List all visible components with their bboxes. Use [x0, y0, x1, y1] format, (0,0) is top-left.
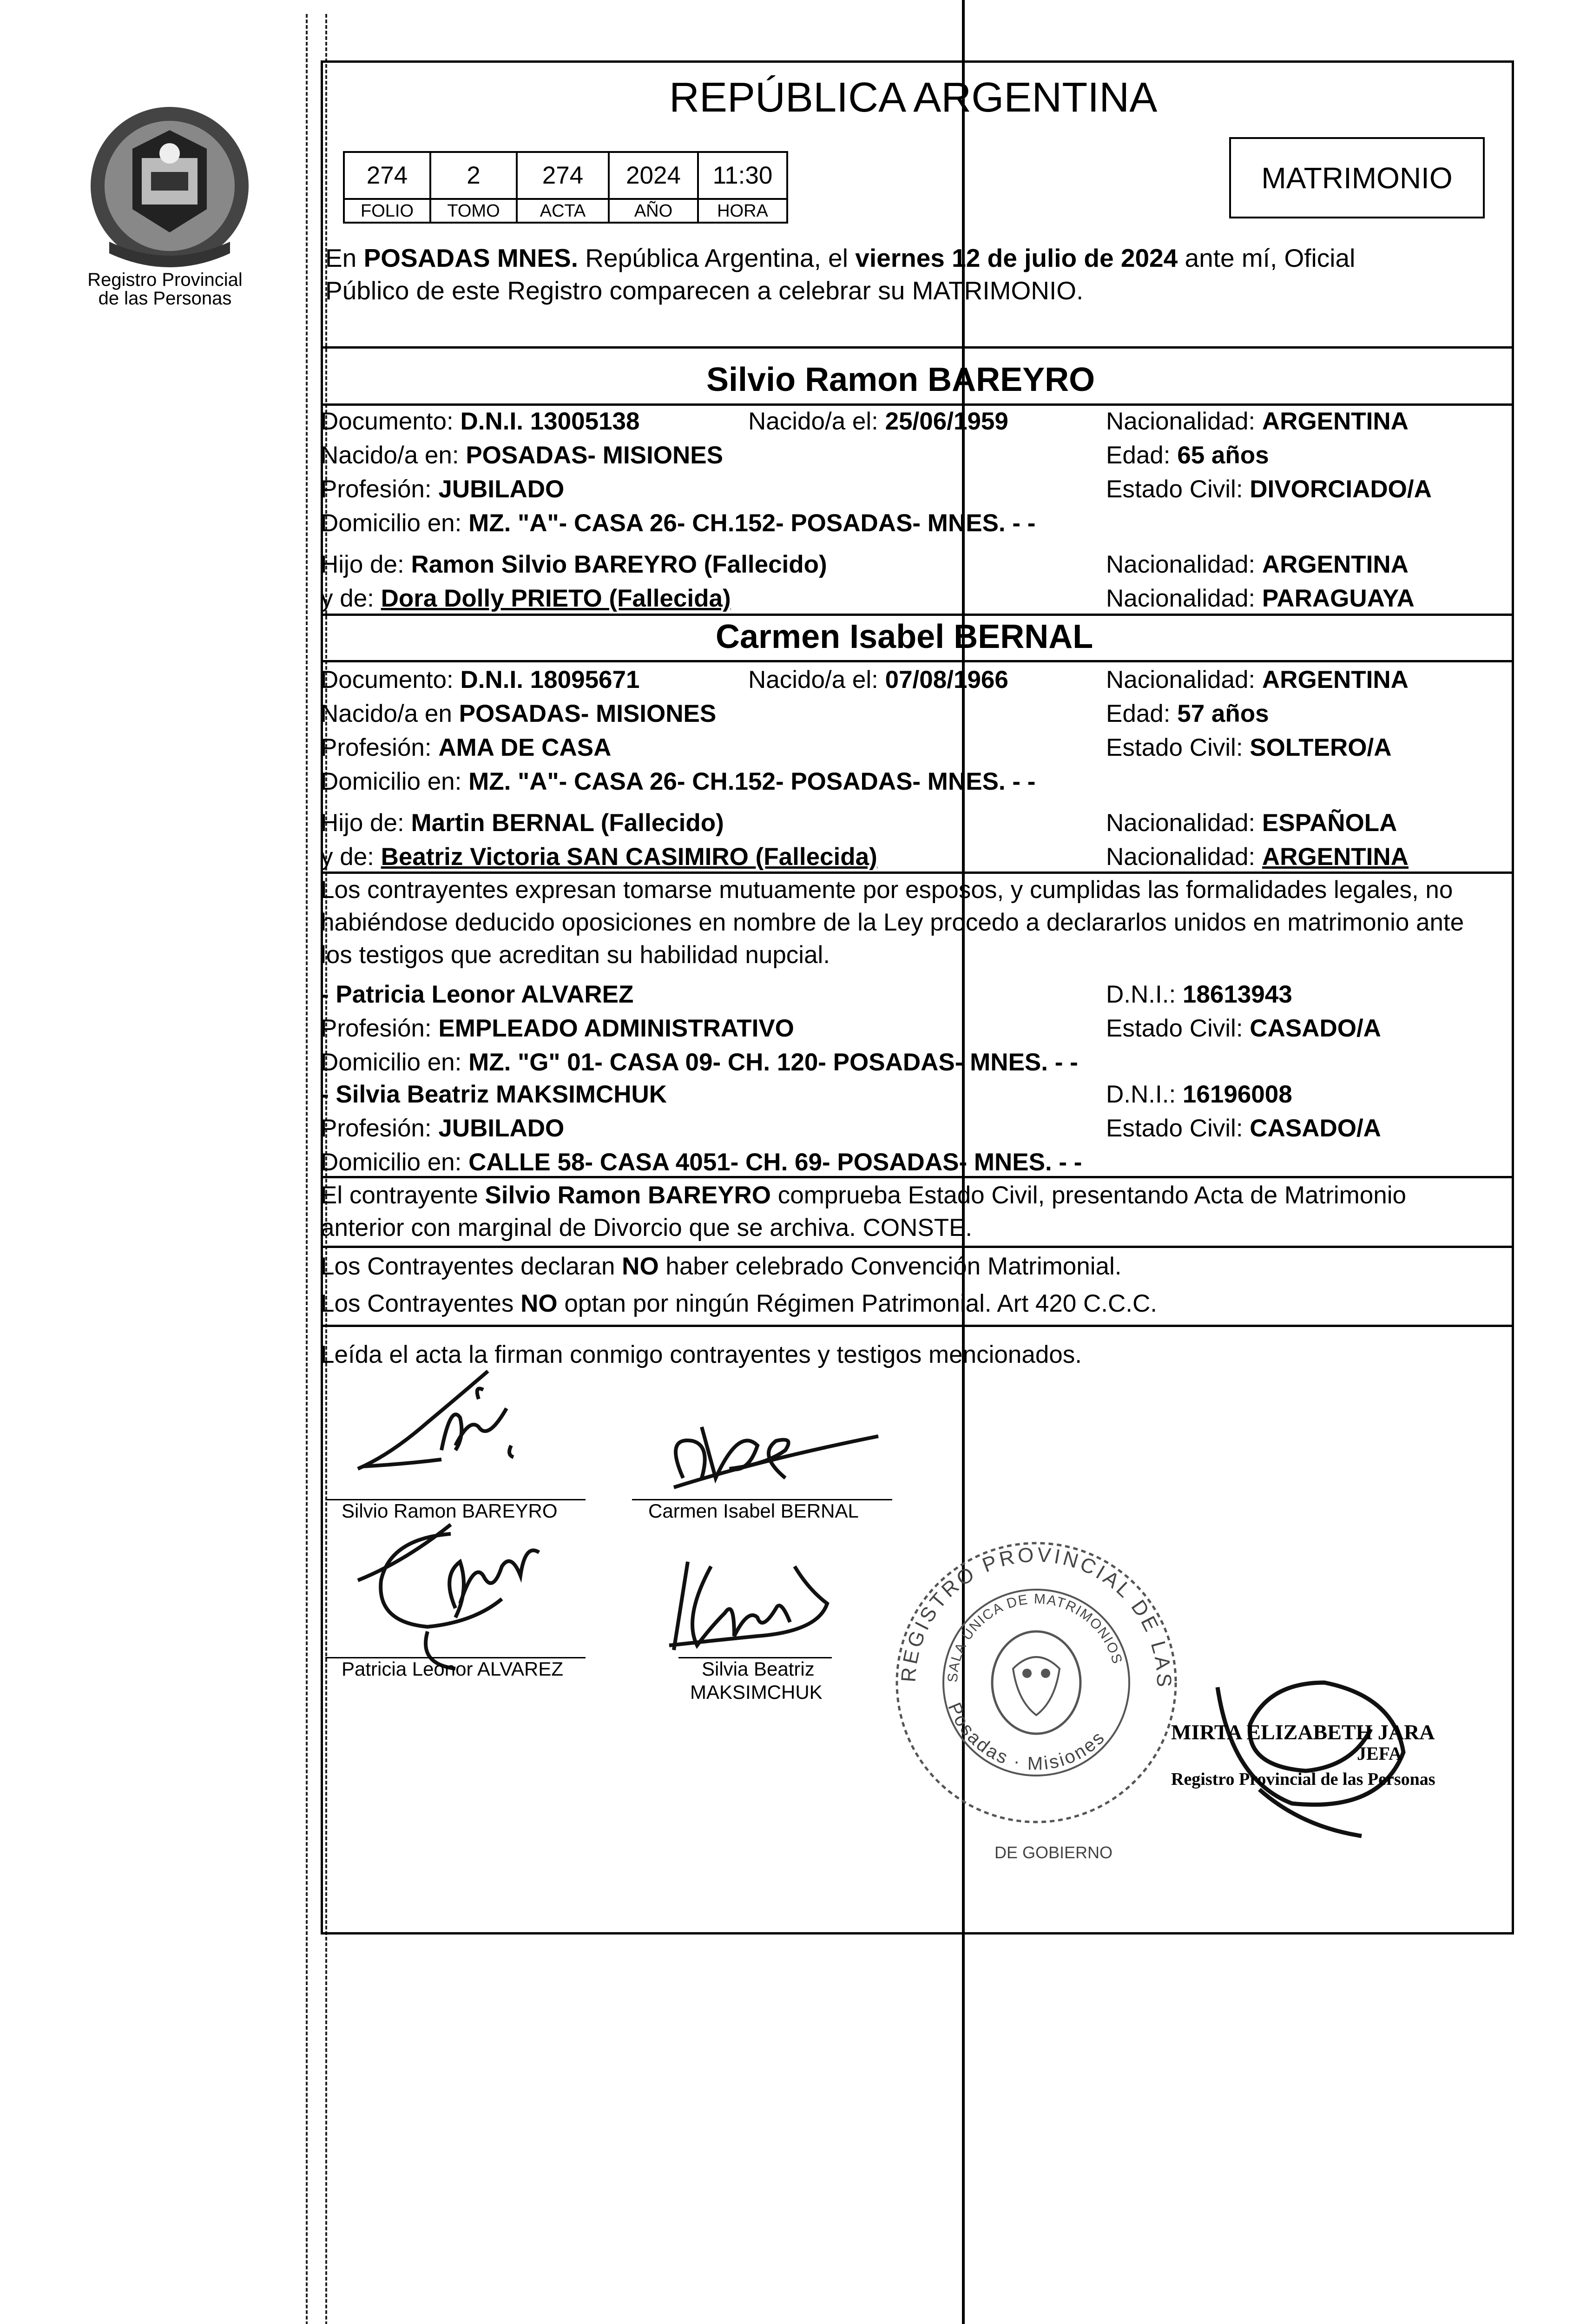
- witness1-dni: D.N.I.: 18613943: [1106, 981, 1292, 1008]
- groom-father-nationality: Nacionalidad: ARGENTINA: [1106, 551, 1409, 578]
- witness2-signature: [641, 1552, 850, 1659]
- stamp-city: Posadas · Misiones: [944, 1699, 1110, 1774]
- anio-label: AÑO: [608, 198, 699, 224]
- declaration-line1: Los contrayentes expresan tomarse mutuamente por esposos, y cumplidas las formalidades legales, no: [321, 876, 1453, 904]
- bride-mother: y de: Beatriz Victoria SAN CASIMIRO (Fallecida): [321, 843, 877, 871]
- stamp-outer-text: REGISTRO PROVINCIAL DE LAS: [897, 1543, 1176, 1690]
- witness1-profession: Profesión: EMPLEADO ADMINISTRATIVO: [321, 1015, 794, 1042]
- bride-document: Documento: D.N.I. 18095671: [321, 666, 640, 693]
- civil-proof-line1: El contrayente Silvio Ramon BAREYRO comprueba Estado Civil, presentando Acta de Matrimonio: [321, 1182, 1406, 1209]
- witness2-profession: Profesión: JUBILADO: [321, 1115, 565, 1142]
- witness1-signature: [335, 1515, 595, 1673]
- anio-value: 2024: [608, 151, 699, 200]
- intro-line2: Público de este Registro comparecen a celebrar su MATRIMONIO.: [325, 276, 1084, 305]
- groom-civil-status: Estado Civil: DIVORCIADO/A: [1106, 475, 1432, 503]
- bride-civil-status: Estado Civil: SOLTERO/A: [1106, 734, 1392, 761]
- stamp-inner-text: SALA ÚNICA DE MATRIMONIOS: [945, 1591, 1126, 1683]
- intro-text: En: [325, 244, 364, 272]
- bride-father: Hijo de: Martin BERNAL (Fallecido): [321, 809, 724, 837]
- hora-label: HORA: [697, 198, 788, 224]
- witness2-signature-caption-2: MAKSIMCHUK: [690, 1681, 823, 1703]
- groom-age: Edad: 65 años: [1106, 442, 1269, 469]
- groom-document: Documento: D.N.I. 13005138: [321, 408, 640, 435]
- groom-address: Domicilio en: MZ. "A"- CASA 26- CH.152- POSADAS- MNES. - -: [321, 509, 1036, 537]
- declaration-line3: los testigos que acreditan su habilidad nupcial.: [321, 941, 830, 969]
- stamp-bottom-text: DE GOBIERNO: [994, 1843, 1113, 1862]
- section-divider: [321, 660, 1514, 662]
- bride-father-nationality: Nacionalidad: ESPAÑOLA: [1106, 809, 1397, 837]
- groom-nationality: Nacionalidad: ARGENTINA: [1106, 408, 1409, 435]
- witness1-name: - Patricia Leonor ALVAREZ: [321, 981, 634, 1008]
- intro-city: POSADAS MNES.: [363, 244, 579, 272]
- groom-mother: y de: Dora Dolly PRIETO (Fallecida): [321, 585, 731, 612]
- logo-caption-line2: de las Personas: [98, 288, 232, 309]
- tomo-value: 2: [429, 151, 518, 200]
- bride-age: Edad: 57 años: [1106, 700, 1269, 727]
- closing-text: Leída el acta la firman conmigo contrayentes y testigos mencionados.: [321, 1341, 1082, 1368]
- acta-value: 274: [516, 151, 610, 200]
- doc-type-box: MATRIMONIO: [1229, 137, 1485, 218]
- section-divider: [321, 346, 1514, 349]
- logo-caption-line1: Registro Provincial: [87, 270, 243, 290]
- groom-father: Hijo de: Ramon Silvio BAREYRO (Fallecido): [321, 551, 827, 578]
- groom-profession: Profesión: JUBILADO: [321, 475, 565, 503]
- civil-proof-line2: anterior con marginal de Divorcio que se archiva. CONSTE.: [321, 1214, 973, 1241]
- officer-organization: Registro Provincial de las Personas: [1171, 1769, 1435, 1789]
- witness2-dni: D.N.I.: 16196008: [1106, 1081, 1292, 1108]
- officer-name: MIRTA ELIZABETH JARA: [1171, 1720, 1435, 1744]
- country-title: REPÚBLICA ARGENTINA: [669, 74, 1158, 121]
- official-round-stamp: [883, 1529, 1190, 1836]
- section-divider: [321, 1325, 1514, 1327]
- groom-birthdate: Nacido/a el: 25/06/1959: [748, 408, 1008, 435]
- officer-title: JEFA: [1357, 1743, 1402, 1764]
- witness2-name: - Silvia Beatriz MAKSIMCHUK: [321, 1081, 667, 1108]
- witness2-civil-status: Estado Civil: CASADO/A: [1106, 1115, 1381, 1142]
- bride-birthplace: Nacido/a en POSADAS- MISIONES: [321, 700, 717, 727]
- registry-logo: [81, 93, 258, 288]
- intro-line1: [325, 242, 1355, 274]
- bride-signature: [646, 1408, 892, 1501]
- bride-nationality: Nacionalidad: ARGENTINA: [1106, 666, 1409, 693]
- witness1-signature-caption: Patricia Leonor ALVAREZ: [342, 1658, 564, 1680]
- convention-note1: Los Contrayentes declaran NO haber celebrado Convención Matrimonial.: [321, 1253, 1122, 1280]
- witness2-signature-caption-1: Silvia Beatriz: [702, 1658, 815, 1680]
- bride-name: Carmen Isabel BERNAL: [716, 618, 1093, 655]
- bride-mother-nationality: Nacionalidad: ARGENTINA: [1106, 843, 1409, 871]
- intro-text: ante mí, Oficial: [1178, 244, 1356, 272]
- tomo-label: TOMO: [429, 198, 518, 224]
- convention-note2: Los Contrayentes NO optan por ningún Régimen Patrimonial. Art 420 C.C.C.: [321, 1290, 1157, 1317]
- bride-birthdate: Nacido/a el: 07/08/1966: [748, 666, 1008, 693]
- intro-text: República Argentina, el: [578, 244, 856, 272]
- hora-value: 11:30: [697, 151, 788, 200]
- witness1-civil-status: Estado Civil: CASADO/A: [1106, 1015, 1381, 1042]
- section-divider: [321, 1246, 1514, 1248]
- bride-profession: Profesión: AMA DE CASA: [321, 734, 612, 761]
- groom-birthplace: Nacido/a en: POSADAS- MISIONES: [321, 442, 723, 469]
- svg-text:SALA ÚNICA DE MATRIMONIOS: [945, 1591, 1125, 1683]
- bride-signature-caption: Carmen Isabel BERNAL: [648, 1500, 859, 1522]
- intro-date: viernes 12 de julio de 2024: [855, 244, 1178, 272]
- bride-address: Domicilio en: MZ. "A"- CASA 26- CH.152- POSADAS- MNES. - -: [321, 768, 1036, 795]
- groom-mother-nationality: Nacionalidad: PARAGUAYA: [1106, 585, 1415, 612]
- declaration-line2: habiéndose deducido oposiciones en nombre de la Ley procedo a declararlos unidos en matrimonio ante: [321, 909, 1464, 936]
- margin-dash-line: [306, 14, 308, 2324]
- folio-value: 274: [343, 151, 431, 200]
- form-top-line: [321, 60, 1514, 63]
- svg-text:REGISTRO PROVINCIAL DE LAS PER: [883, 1529, 1175, 1690]
- acta-label: ACTA: [516, 198, 610, 224]
- groom-name: Silvio Ramon BAREYRO: [706, 361, 1095, 398]
- groom-signature: [335, 1362, 553, 1506]
- section-divider: [321, 1176, 1514, 1178]
- witness1-address: Domicilio en: MZ. "G" 01- CASA 09- CH. 120- POSADAS- MNES. - -: [321, 1049, 1078, 1076]
- folio-label: FOLIO: [343, 198, 431, 224]
- groom-signature-caption: Silvio Ramon BAREYRO: [342, 1500, 558, 1522]
- section-divider: [321, 614, 1514, 616]
- witness2-address: Domicilio en: CALLE 58- CASA 4051- CH. 69- POSADAS- MNES. - -: [321, 1149, 1082, 1176]
